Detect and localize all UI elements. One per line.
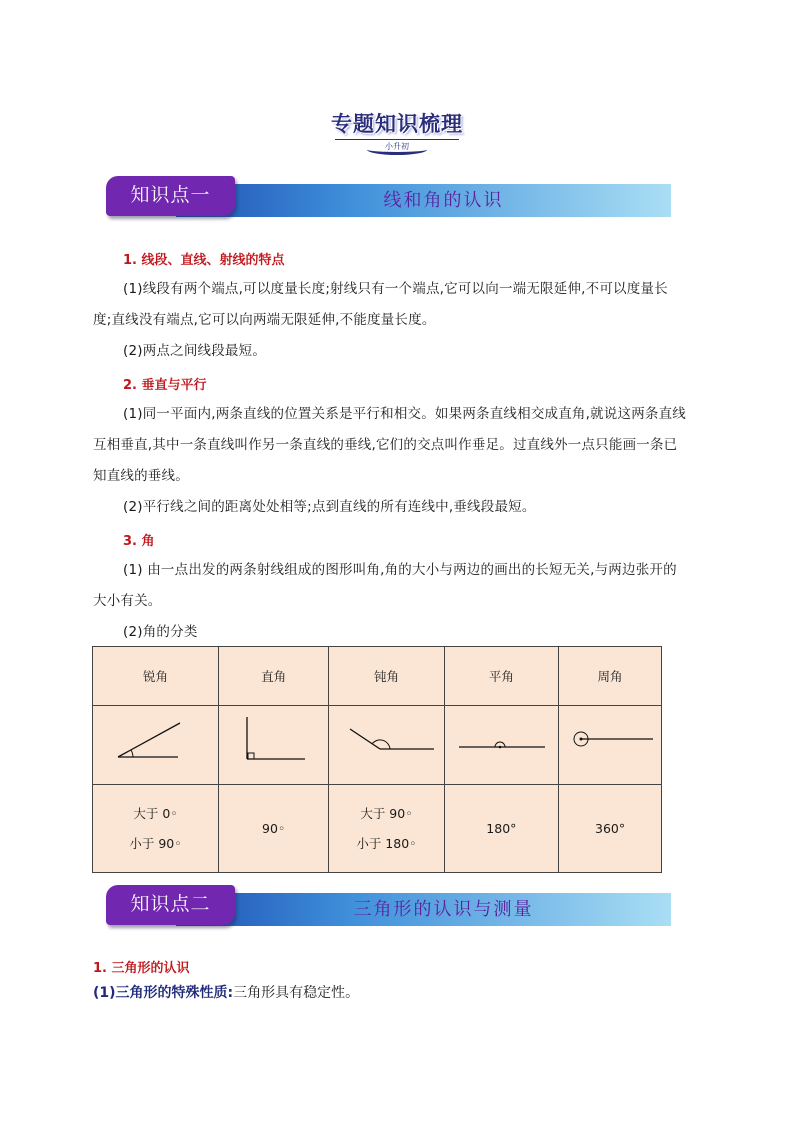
logo-subtitle: 小升初 <box>381 142 413 151</box>
section1-banner <box>106 184 671 217</box>
paragraph: (1)线段有两个端点,可以度量长度;射线只有一个端点,它可以向一端无限延伸,不可以度量长 <box>123 281 668 297</box>
value-obtuse: 大于 90◦ 小于 180◦ <box>329 785 444 873</box>
right-angle-figure <box>229 715 319 775</box>
logo-title: 专题知识梳理 <box>331 112 463 136</box>
section1-tag: 知识点一 <box>106 176 235 216</box>
acute-angle-figure <box>106 715 206 775</box>
heading-angle: 3. 角 <box>123 534 155 549</box>
table-header-row <box>93 647 662 706</box>
header-obtuse: 钝角 <box>329 647 444 706</box>
paragraph: (1)同一平面内,两条直线的位置关系是平行和相交。如果两条直线相交成直角,就说这两条直线 <box>123 406 687 422</box>
paragraph: 互相垂直,其中一条直线叫作另一条直线的垂线,它们的交点叫作垂足。过直线外一点只能画一条已 <box>93 437 678 453</box>
logo-arc <box>367 144 427 155</box>
paragraph: (2)平行线之间的距离处处相等;点到直线的所有连线中,垂线段最短。 <box>123 499 536 515</box>
paragraph: (1) 由一点出发的两条射线组成的图形叫角,角的大小与两边的画出的长短无关,与两边张开的 <box>123 562 677 578</box>
value-right: 90◦ <box>219 785 329 873</box>
property-text: 三角形具有稳定性。 <box>233 985 360 1001</box>
value-full: 360° <box>559 785 662 873</box>
section1-title: 线和角的认识 <box>383 190 504 211</box>
section2-tag: 知识点二 <box>106 885 235 925</box>
property-label: (1)三角形的特殊性质: <box>93 985 234 1001</box>
heading-perpendicular-parallel: 2. 垂直与平行 <box>123 378 207 393</box>
paragraph: (2)两点之间线段最短。 <box>123 343 267 359</box>
section2-title: 三角形的认识与测量 <box>353 899 534 920</box>
heading-triangle: 1. 三角形的认识 <box>93 961 190 976</box>
straight-angle-figure <box>451 715 551 775</box>
value-straight: 180° <box>444 785 559 873</box>
heading-line-features: 1. 线段、直线、射线的特点 <box>123 253 285 268</box>
paragraph: 度;直线没有端点,它可以向两端无限延伸,不能度量长度。 <box>93 312 436 328</box>
header-full: 周角 <box>559 647 662 706</box>
triangle-property <box>93 982 359 1002</box>
table-figure-row <box>93 706 662 785</box>
paragraph: (2)角的分类 <box>123 624 198 640</box>
full-angle-figure <box>565 715 655 775</box>
paragraph: 知直线的垂线。 <box>93 468 189 484</box>
section2-banner <box>106 893 671 926</box>
value-acute: 大于 0◦ 小于 90◦ <box>93 785 219 873</box>
paragraph: 大小有关。 <box>93 593 162 609</box>
obtuse-angle-figure <box>336 715 436 775</box>
header-straight: 平角 <box>444 647 559 706</box>
angle-classification-table <box>92 646 662 873</box>
header-acute: 锐角 <box>93 647 219 706</box>
logo <box>327 108 467 156</box>
table-value-row <box>93 785 662 873</box>
header-right: 直角 <box>219 647 329 706</box>
